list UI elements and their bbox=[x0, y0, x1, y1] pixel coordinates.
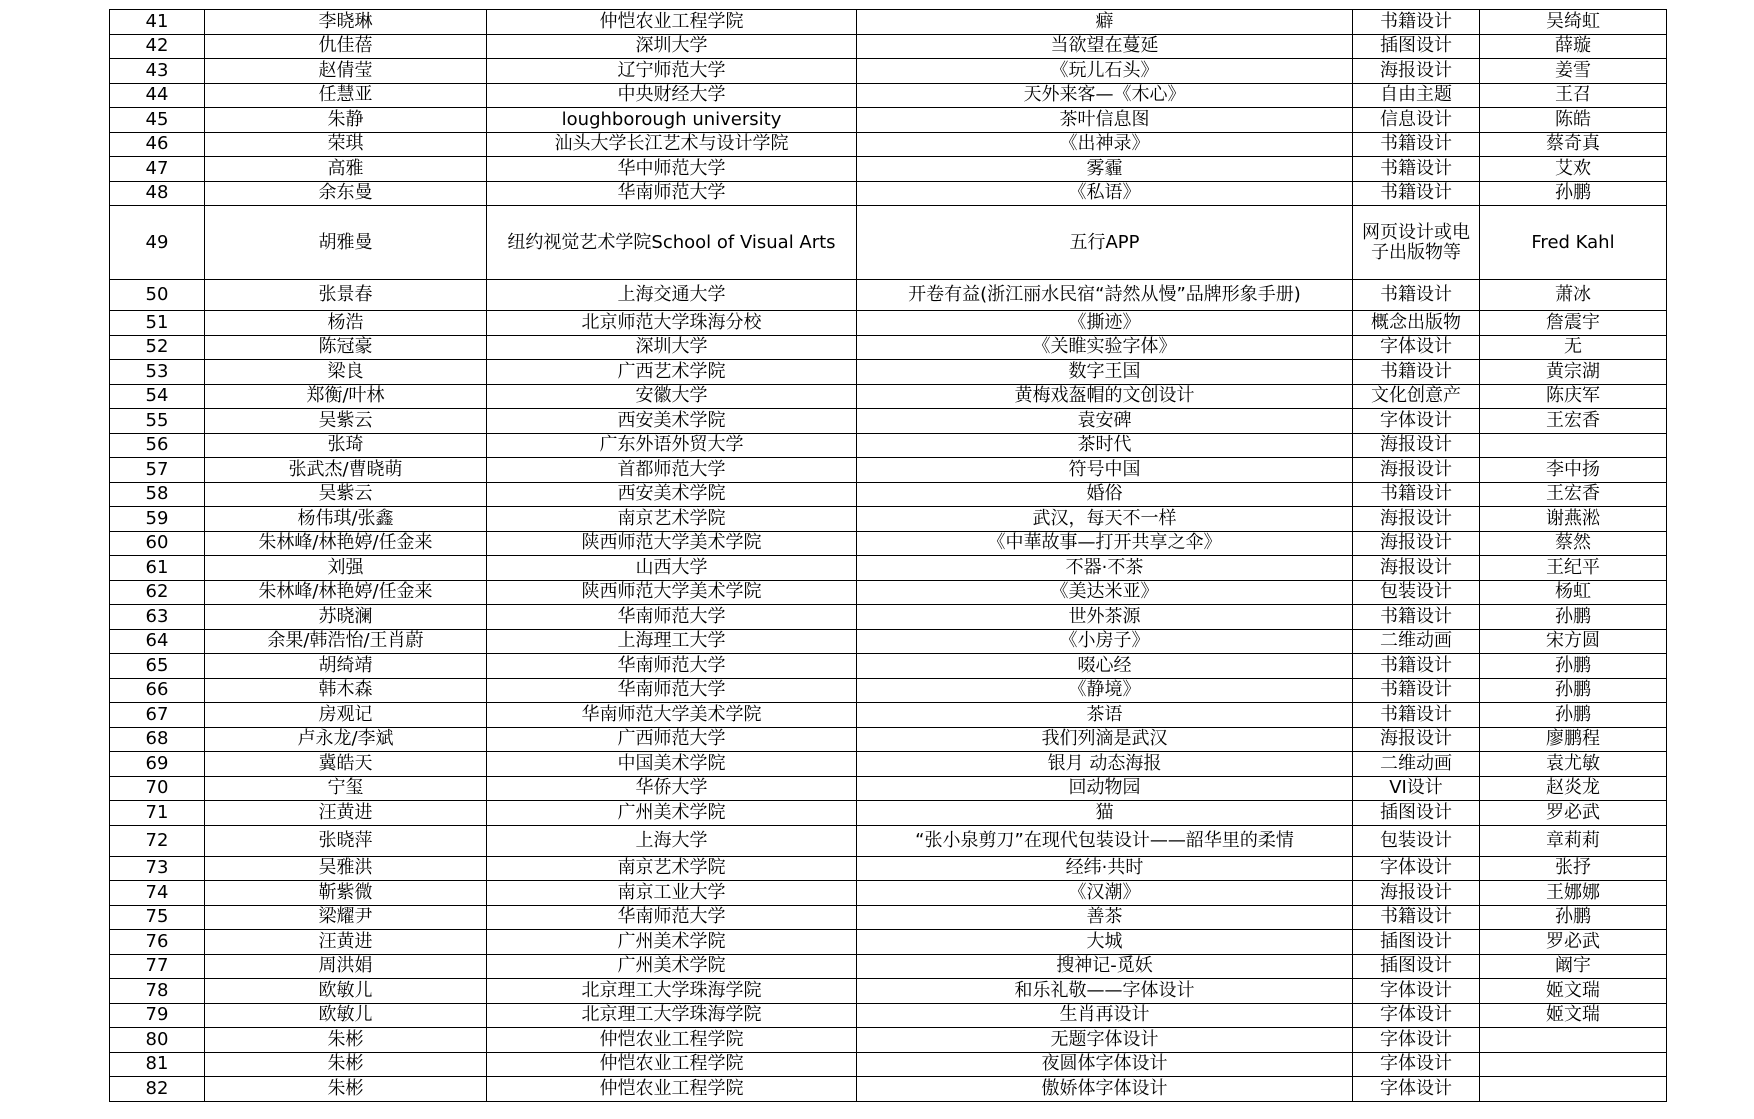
cell-advisor: 孙鹏 bbox=[1480, 905, 1667, 930]
cell-advisor: 艾欢 bbox=[1480, 157, 1667, 182]
cell-school: 仲恺农业工程学院 bbox=[487, 10, 857, 35]
table-row bbox=[110, 1003, 1667, 1028]
table-row bbox=[110, 629, 1667, 654]
cell-name: 冀皓天 bbox=[205, 752, 487, 777]
cell-school: 华南师范大学 bbox=[487, 654, 857, 679]
cell-no: 68 bbox=[110, 727, 205, 752]
cell-advisor: 李中扬 bbox=[1480, 458, 1667, 483]
cell-name: 朱彬 bbox=[205, 1028, 487, 1053]
cell-advisor: 王召 bbox=[1480, 83, 1667, 108]
cell-no: 76 bbox=[110, 930, 205, 955]
cell-name: 杨伟琪/张鑫 bbox=[205, 507, 487, 532]
cell-school: 广西艺术学院 bbox=[487, 360, 857, 385]
cell-school: 北京师范大学珠海分校 bbox=[487, 311, 857, 336]
cell-name: 吴雅洪 bbox=[205, 856, 487, 881]
cell-work: 傲娇体字体设计 bbox=[857, 1077, 1353, 1102]
table-row bbox=[110, 776, 1667, 801]
cell-category: 海报设计 bbox=[1353, 59, 1480, 84]
table-row bbox=[110, 825, 1667, 856]
cell-advisor: 王宏香 bbox=[1480, 482, 1667, 507]
cell-work: 啜心经 bbox=[857, 654, 1353, 679]
cell-work: 搜神记-觅妖 bbox=[857, 954, 1353, 979]
cell-advisor: 陈皓 bbox=[1480, 108, 1667, 133]
cell-school: 上海大学 bbox=[487, 825, 857, 856]
cell-school: 北京理工大学珠海学院 bbox=[487, 979, 857, 1004]
cell-school: 华南师范大学 bbox=[487, 905, 857, 930]
cell-school: 华南师范大学 bbox=[487, 181, 857, 206]
cell-name: 朱彬 bbox=[205, 1077, 487, 1102]
cell-advisor: 王娜娜 bbox=[1480, 881, 1667, 906]
cell-school: 深圳大学 bbox=[487, 34, 857, 59]
cell-school: 广州美术学院 bbox=[487, 954, 857, 979]
cell-category: 海报设计 bbox=[1353, 458, 1480, 483]
cell-work: 五行APP bbox=[857, 206, 1353, 280]
cell-name: 陈冠豪 bbox=[205, 335, 487, 360]
cell-name: 朱彬 bbox=[205, 1052, 487, 1077]
table-body bbox=[110, 10, 1667, 1102]
cell-name: 吴紫云 bbox=[205, 482, 487, 507]
cell-school: 仲恺农业工程学院 bbox=[487, 1052, 857, 1077]
cell-no: 42 bbox=[110, 34, 205, 59]
cell-advisor bbox=[1480, 1028, 1667, 1053]
cell-work: 《中華故事—打开共享之伞》 bbox=[857, 531, 1353, 556]
cell-name: 高雅 bbox=[205, 157, 487, 182]
cell-advisor: 姬文瑞 bbox=[1480, 1003, 1667, 1028]
table-row bbox=[110, 409, 1667, 434]
cell-category: 字体设计 bbox=[1353, 856, 1480, 881]
cell-name: 苏晓澜 bbox=[205, 605, 487, 630]
cell-work: 《美达米亚》 bbox=[857, 580, 1353, 605]
cell-name: 胡雅曼 bbox=[205, 206, 487, 280]
table-row bbox=[110, 458, 1667, 483]
cell-category: 字体设计 bbox=[1353, 1028, 1480, 1053]
table-row bbox=[110, 206, 1667, 280]
cell-work: 《关睢实验字体》 bbox=[857, 335, 1353, 360]
cell-school: 辽宁师范大学 bbox=[487, 59, 857, 84]
cell-advisor: 杨虹 bbox=[1480, 580, 1667, 605]
cell-school: 深圳大学 bbox=[487, 335, 857, 360]
cell-name: 张景春 bbox=[205, 280, 487, 311]
cell-advisor: 孙鹏 bbox=[1480, 654, 1667, 679]
cell-advisor: 孙鹏 bbox=[1480, 678, 1667, 703]
table-row bbox=[110, 157, 1667, 182]
cell-no: 71 bbox=[110, 801, 205, 826]
cell-advisor: 阚宇 bbox=[1480, 954, 1667, 979]
cell-school: 西安美术学院 bbox=[487, 482, 857, 507]
cell-school: 陕西师范大学美术学院 bbox=[487, 531, 857, 556]
cell-work: 雾霾 bbox=[857, 157, 1353, 182]
cell-advisor: 孙鹏 bbox=[1480, 703, 1667, 728]
table-row bbox=[110, 108, 1667, 133]
cell-no: 45 bbox=[110, 108, 205, 133]
cell-name: 汪黄进 bbox=[205, 801, 487, 826]
cell-category: 二维动画 bbox=[1353, 752, 1480, 777]
table-row bbox=[110, 1028, 1667, 1053]
cell-category: 海报设计 bbox=[1353, 881, 1480, 906]
table-row bbox=[110, 34, 1667, 59]
cell-advisor: 萧冰 bbox=[1480, 280, 1667, 311]
cell-no: 46 bbox=[110, 132, 205, 157]
cell-school: 上海交通大学 bbox=[487, 280, 857, 311]
cell-school: 纽约视觉艺术学院School of Visual Arts bbox=[487, 206, 857, 280]
cell-school: 汕头大学长江艺术与设计学院 bbox=[487, 132, 857, 157]
table-row bbox=[110, 905, 1667, 930]
cell-category: 字体设计 bbox=[1353, 1077, 1480, 1102]
cell-category: 插图设计 bbox=[1353, 954, 1480, 979]
table-row bbox=[110, 703, 1667, 728]
table-row bbox=[110, 752, 1667, 777]
cell-category: 书籍设计 bbox=[1353, 280, 1480, 311]
table-row bbox=[110, 311, 1667, 336]
cell-name: 韩木森 bbox=[205, 678, 487, 703]
table-row bbox=[110, 856, 1667, 881]
cell-advisor bbox=[1480, 433, 1667, 458]
cell-no: 60 bbox=[110, 531, 205, 556]
cell-no: 66 bbox=[110, 678, 205, 703]
cell-school: 广州美术学院 bbox=[487, 801, 857, 826]
cell-name: 张晓萍 bbox=[205, 825, 487, 856]
cell-name: 周洪娟 bbox=[205, 954, 487, 979]
cell-no: 74 bbox=[110, 881, 205, 906]
cell-advisor: 袁尤敏 bbox=[1480, 752, 1667, 777]
cell-no: 62 bbox=[110, 580, 205, 605]
cell-name: 张琦 bbox=[205, 433, 487, 458]
cell-advisor: 薛璇 bbox=[1480, 34, 1667, 59]
cell-no: 82 bbox=[110, 1077, 205, 1102]
table-row bbox=[110, 580, 1667, 605]
cell-work: 无题字体设计 bbox=[857, 1028, 1353, 1053]
cell-advisor: 姜雪 bbox=[1480, 59, 1667, 84]
cell-work: 《私语》 bbox=[857, 181, 1353, 206]
cell-name: 胡绮靖 bbox=[205, 654, 487, 679]
cell-name: 房观记 bbox=[205, 703, 487, 728]
cell-advisor: 孙鹏 bbox=[1480, 605, 1667, 630]
cell-work: 回动物园 bbox=[857, 776, 1353, 801]
table-row bbox=[110, 507, 1667, 532]
cell-name: 卢永龙/李斌 bbox=[205, 727, 487, 752]
table-row bbox=[110, 954, 1667, 979]
cell-work: 善茶 bbox=[857, 905, 1353, 930]
cell-advisor: 宋方圆 bbox=[1480, 629, 1667, 654]
cell-advisor: 姬文瑞 bbox=[1480, 979, 1667, 1004]
cell-category: 字体设计 bbox=[1353, 979, 1480, 1004]
cell-no: 73 bbox=[110, 856, 205, 881]
cell-school: 南京工业大学 bbox=[487, 881, 857, 906]
cell-work: 《玩儿石头》 bbox=[857, 59, 1353, 84]
cell-advisor bbox=[1480, 1052, 1667, 1077]
cell-work: 当欲望在蔓延 bbox=[857, 34, 1353, 59]
cell-name: 赵倩莹 bbox=[205, 59, 487, 84]
cell-name: 任慧亚 bbox=[205, 83, 487, 108]
cell-work: 《静境》 bbox=[857, 678, 1353, 703]
cell-category: 书籍设计 bbox=[1353, 703, 1480, 728]
cell-school: 北京理工大学珠海学院 bbox=[487, 1003, 857, 1028]
cell-school: 山西大学 bbox=[487, 556, 857, 581]
cell-name: 朱林峰/林艳婷/任金来 bbox=[205, 580, 487, 605]
cell-category: 书籍设计 bbox=[1353, 482, 1480, 507]
table-row bbox=[110, 59, 1667, 84]
table-row bbox=[110, 384, 1667, 409]
cell-no: 72 bbox=[110, 825, 205, 856]
cell-advisor: 赵炎龙 bbox=[1480, 776, 1667, 801]
cell-advisor: 张抒 bbox=[1480, 856, 1667, 881]
cell-name: 刘强 bbox=[205, 556, 487, 581]
cell-no: 61 bbox=[110, 556, 205, 581]
cell-name: 欧敏儿 bbox=[205, 1003, 487, 1028]
cell-category: 字体设计 bbox=[1353, 335, 1480, 360]
table-row bbox=[110, 10, 1667, 35]
cell-category: 海报设计 bbox=[1353, 507, 1480, 532]
cell-work: 符号中国 bbox=[857, 458, 1353, 483]
cell-work: 武汉，每天不一样 bbox=[857, 507, 1353, 532]
cell-category: 书籍设计 bbox=[1353, 905, 1480, 930]
cell-name: 李晓琳 bbox=[205, 10, 487, 35]
cell-no: 67 bbox=[110, 703, 205, 728]
cell-work: 夜圆体字体设计 bbox=[857, 1052, 1353, 1077]
cell-category: 书籍设计 bbox=[1353, 157, 1480, 182]
cell-no: 50 bbox=[110, 280, 205, 311]
cell-work: 和乐礼敬——字体设计 bbox=[857, 979, 1353, 1004]
cell-school: 华南师范大学 bbox=[487, 678, 857, 703]
cell-name: 余果/韩浩怡/王肖蔚 bbox=[205, 629, 487, 654]
cell-category: 书籍设计 bbox=[1353, 654, 1480, 679]
cell-category: 信息设计 bbox=[1353, 108, 1480, 133]
cell-category: 字体设计 bbox=[1353, 1003, 1480, 1028]
table-row bbox=[110, 801, 1667, 826]
cell-name: 靳紫微 bbox=[205, 881, 487, 906]
cell-no: 64 bbox=[110, 629, 205, 654]
table-row bbox=[110, 433, 1667, 458]
cell-work: 黄梅戏盔帽的文创设计 bbox=[857, 384, 1353, 409]
cell-name: 梁良 bbox=[205, 360, 487, 385]
cell-work: 我们列滴是武汉 bbox=[857, 727, 1353, 752]
cell-category: 自由主题 bbox=[1353, 83, 1480, 108]
cell-work: 《撕迹》 bbox=[857, 311, 1353, 336]
cell-category: 包装设计 bbox=[1353, 580, 1480, 605]
cell-no: 47 bbox=[110, 157, 205, 182]
cell-category: 书籍设计 bbox=[1353, 181, 1480, 206]
cell-name: 张武杰/曹晓萌 bbox=[205, 458, 487, 483]
cell-category: 书籍设计 bbox=[1353, 605, 1480, 630]
cell-work: 数字王国 bbox=[857, 360, 1353, 385]
table-row bbox=[110, 83, 1667, 108]
cell-category: VI设计 bbox=[1353, 776, 1480, 801]
cell-advisor: Fred Kahl bbox=[1480, 206, 1667, 280]
cell-no: 58 bbox=[110, 482, 205, 507]
cell-school: 安徽大学 bbox=[487, 384, 857, 409]
cell-no: 54 bbox=[110, 384, 205, 409]
table-row bbox=[110, 181, 1667, 206]
table-row bbox=[110, 531, 1667, 556]
cell-name: 余东曼 bbox=[205, 181, 487, 206]
cell-no: 81 bbox=[110, 1052, 205, 1077]
cell-category: 海报设计 bbox=[1353, 433, 1480, 458]
cell-category: 海报设计 bbox=[1353, 531, 1480, 556]
cell-advisor: 蔡奇真 bbox=[1480, 132, 1667, 157]
cell-advisor: 罗必武 bbox=[1480, 930, 1667, 955]
cell-no: 41 bbox=[110, 10, 205, 35]
table-row bbox=[110, 727, 1667, 752]
table-row bbox=[110, 979, 1667, 1004]
cell-name: 郑衡/叶林 bbox=[205, 384, 487, 409]
table-row bbox=[110, 654, 1667, 679]
table-row bbox=[110, 335, 1667, 360]
cell-advisor: 詹震宇 bbox=[1480, 311, 1667, 336]
cell-advisor: 王纪平 bbox=[1480, 556, 1667, 581]
table-row bbox=[110, 360, 1667, 385]
table-row bbox=[110, 132, 1667, 157]
cell-category: 插图设计 bbox=[1353, 930, 1480, 955]
results-table bbox=[109, 9, 1667, 1102]
cell-category: 包装设计 bbox=[1353, 825, 1480, 856]
table-row bbox=[110, 1077, 1667, 1102]
cell-category: 字体设计 bbox=[1353, 1052, 1480, 1077]
cell-work: 大城 bbox=[857, 930, 1353, 955]
cell-category: 书籍设计 bbox=[1353, 132, 1480, 157]
cell-no: 43 bbox=[110, 59, 205, 84]
table-row bbox=[110, 556, 1667, 581]
cell-advisor: 吴绮虹 bbox=[1480, 10, 1667, 35]
table-row bbox=[110, 881, 1667, 906]
cell-work: 银月 动态海报 bbox=[857, 752, 1353, 777]
cell-name: 欧敏儿 bbox=[205, 979, 487, 1004]
cell-work: 《小房子》 bbox=[857, 629, 1353, 654]
cell-name: 汪黄进 bbox=[205, 930, 487, 955]
cell-work: 《汉潮》 bbox=[857, 881, 1353, 906]
cell-no: 80 bbox=[110, 1028, 205, 1053]
cell-school: 西安美术学院 bbox=[487, 409, 857, 434]
cell-advisor: 章莉莉 bbox=[1480, 825, 1667, 856]
table-row bbox=[110, 1052, 1667, 1077]
cell-school: 华侨大学 bbox=[487, 776, 857, 801]
cell-advisor bbox=[1480, 1077, 1667, 1102]
cell-category: 书籍设计 bbox=[1353, 10, 1480, 35]
cell-advisor: 罗必武 bbox=[1480, 801, 1667, 826]
cell-work: 经纬·共时 bbox=[857, 856, 1353, 881]
cell-advisor: 蔡然 bbox=[1480, 531, 1667, 556]
cell-work: 天外来客—《木心》 bbox=[857, 83, 1353, 108]
cell-work: 生肖再设计 bbox=[857, 1003, 1353, 1028]
cell-work: “张小泉剪刀”在现代包装设计——韶华里的柔情 bbox=[857, 825, 1353, 856]
cell-no: 69 bbox=[110, 752, 205, 777]
cell-work: 袁安碑 bbox=[857, 409, 1353, 434]
cell-work: 婚俗 bbox=[857, 482, 1353, 507]
cell-name: 梁耀尹 bbox=[205, 905, 487, 930]
cell-no: 49 bbox=[110, 206, 205, 280]
cell-no: 44 bbox=[110, 83, 205, 108]
cell-work: 不器·不茶 bbox=[857, 556, 1353, 581]
cell-category: 字体设计 bbox=[1353, 409, 1480, 434]
cell-no: 51 bbox=[110, 311, 205, 336]
cell-advisor: 陈庆军 bbox=[1480, 384, 1667, 409]
cell-no: 56 bbox=[110, 433, 205, 458]
cell-name: 宁玺 bbox=[205, 776, 487, 801]
cell-no: 70 bbox=[110, 776, 205, 801]
cell-school: 仲恺农业工程学院 bbox=[487, 1077, 857, 1102]
cell-name: 朱林峰/林艳婷/任金来 bbox=[205, 531, 487, 556]
table-row bbox=[110, 605, 1667, 630]
cell-advisor: 黄宗湖 bbox=[1480, 360, 1667, 385]
cell-work: 世外茶源 bbox=[857, 605, 1353, 630]
cell-no: 53 bbox=[110, 360, 205, 385]
cell-no: 63 bbox=[110, 605, 205, 630]
cell-category: 书籍设计 bbox=[1353, 360, 1480, 385]
cell-work: 癖 bbox=[857, 10, 1353, 35]
cell-category: 插图设计 bbox=[1353, 801, 1480, 826]
cell-school: loughborough university bbox=[487, 108, 857, 133]
cell-no: 79 bbox=[110, 1003, 205, 1028]
cell-work: 茶时代 bbox=[857, 433, 1353, 458]
cell-no: 59 bbox=[110, 507, 205, 532]
cell-name: 杨浩 bbox=[205, 311, 487, 336]
results-table-container bbox=[109, 9, 1667, 1102]
cell-category: 概念出版物 bbox=[1353, 311, 1480, 336]
cell-school: 南京艺术学院 bbox=[487, 507, 857, 532]
cell-school: 仲恺农业工程学院 bbox=[487, 1028, 857, 1053]
cell-name: 吴紫云 bbox=[205, 409, 487, 434]
cell-no: 78 bbox=[110, 979, 205, 1004]
cell-no: 65 bbox=[110, 654, 205, 679]
cell-school: 华南师范大学 bbox=[487, 605, 857, 630]
cell-work: 茶叶信息图 bbox=[857, 108, 1353, 133]
cell-school: 陕西师范大学美术学院 bbox=[487, 580, 857, 605]
cell-category: 网页设计或电子出版物等 bbox=[1353, 206, 1480, 280]
table-row bbox=[110, 280, 1667, 311]
cell-school: 首都师范大学 bbox=[487, 458, 857, 483]
cell-school: 上海理工大学 bbox=[487, 629, 857, 654]
cell-advisor: 无 bbox=[1480, 335, 1667, 360]
cell-advisor: 王宏香 bbox=[1480, 409, 1667, 434]
cell-advisor: 廖鹏程 bbox=[1480, 727, 1667, 752]
table-row bbox=[110, 930, 1667, 955]
cell-work: 茶语 bbox=[857, 703, 1353, 728]
cell-name: 仇佳蓓 bbox=[205, 34, 487, 59]
cell-category: 海报设计 bbox=[1353, 727, 1480, 752]
cell-advisor: 孙鹏 bbox=[1480, 181, 1667, 206]
cell-no: 55 bbox=[110, 409, 205, 434]
cell-school: 广东外语外贸大学 bbox=[487, 433, 857, 458]
cell-no: 48 bbox=[110, 181, 205, 206]
cell-work: 开卷有益(浙江丽水民宿“詩然从慢”品牌形象手册) bbox=[857, 280, 1353, 311]
cell-category: 插图设计 bbox=[1353, 34, 1480, 59]
cell-school: 华南师范大学美术学院 bbox=[487, 703, 857, 728]
cell-no: 75 bbox=[110, 905, 205, 930]
cell-work: 猫 bbox=[857, 801, 1353, 826]
cell-name: 朱静 bbox=[205, 108, 487, 133]
cell-category: 书籍设计 bbox=[1353, 678, 1480, 703]
cell-advisor: 谢燕淞 bbox=[1480, 507, 1667, 532]
cell-category: 文化创意产 bbox=[1353, 384, 1480, 409]
cell-name: 荣琪 bbox=[205, 132, 487, 157]
cell-no: 77 bbox=[110, 954, 205, 979]
cell-no: 52 bbox=[110, 335, 205, 360]
cell-category: 海报设计 bbox=[1353, 556, 1480, 581]
cell-no: 57 bbox=[110, 458, 205, 483]
table-row bbox=[110, 482, 1667, 507]
cell-category: 二维动画 bbox=[1353, 629, 1480, 654]
cell-school: 中央财经大学 bbox=[487, 83, 857, 108]
cell-school: 南京艺术学院 bbox=[487, 856, 857, 881]
cell-school: 广州美术学院 bbox=[487, 930, 857, 955]
cell-school: 广西师范大学 bbox=[487, 727, 857, 752]
cell-school: 华中师范大学 bbox=[487, 157, 857, 182]
cell-work: 《出神录》 bbox=[857, 132, 1353, 157]
table-row bbox=[110, 678, 1667, 703]
cell-school: 中国美术学院 bbox=[487, 752, 857, 777]
